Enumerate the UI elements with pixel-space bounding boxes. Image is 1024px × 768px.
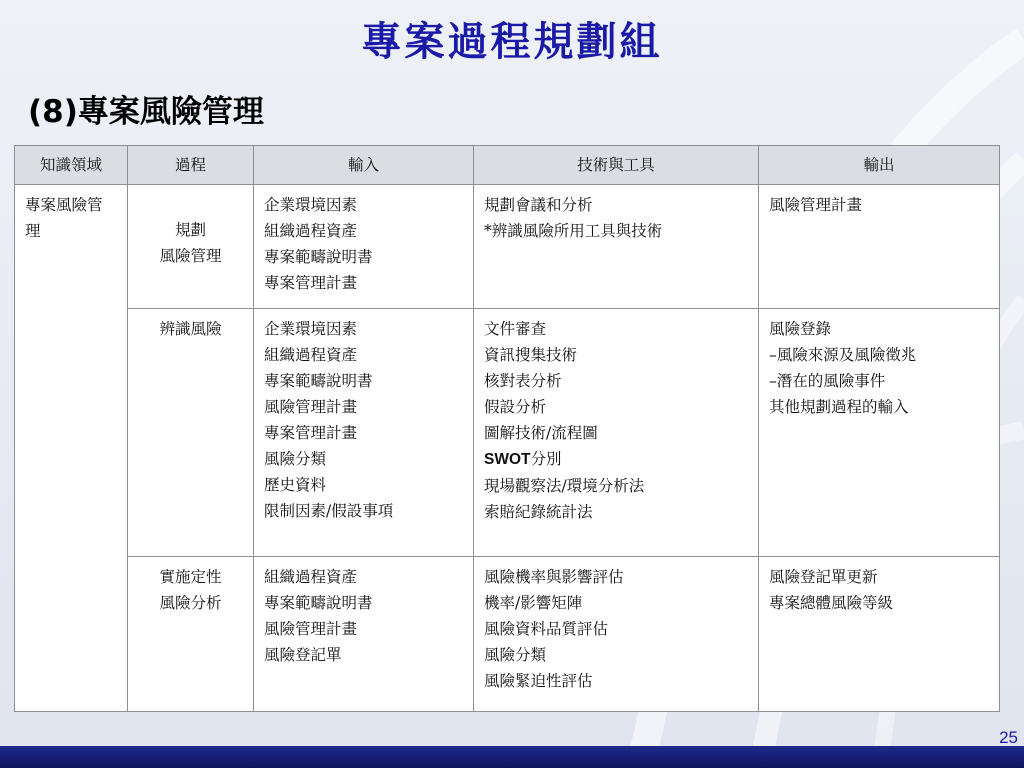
process-line: 實施定性 [159, 568, 222, 586]
process-table [14, 145, 1000, 712]
input-item: 組織過程資產 [264, 346, 358, 364]
input-item: 組織過程資產 [264, 568, 358, 586]
tool-item: 機率/影響矩陣 [484, 594, 583, 612]
input-item: 風險分類 [264, 450, 327, 468]
inputs-cell [254, 557, 474, 712]
slide-title: 專案過程規劃組 [361, 19, 663, 65]
process-cell [128, 185, 254, 309]
tool-item: 風險分類 [484, 646, 547, 664]
input-item: 專案管理計畫 [264, 274, 358, 292]
header-tools: 技術與工具 [474, 146, 759, 185]
input-item: 專案管理計畫 [264, 424, 358, 442]
input-item: 風險登記單 [264, 646, 342, 664]
tool-item: 資訊搜集技術 [484, 346, 578, 364]
tools-cell [474, 185, 759, 309]
process-cell [128, 309, 254, 557]
slide-subtitle: (8)專案風險管理 [28, 94, 264, 130]
process-line: 辨識風險 [159, 320, 222, 338]
process-line: 風險分析 [159, 594, 222, 612]
latin-text: SWOT [484, 451, 531, 468]
process-line: 風險管理 [159, 247, 222, 265]
tool-item: 假設分析 [484, 398, 547, 416]
tool-item: 風險資料品質評估 [484, 620, 609, 638]
output-item: –風險來源及風險徵兆 [769, 346, 917, 364]
tools-cell [474, 309, 759, 557]
outputs-cell [759, 185, 1000, 309]
output-item: 風險登錄 [769, 320, 832, 338]
tool-item: 風險機率與影響評估 [484, 568, 624, 586]
tool-item: 索賠紀錄統計法 [484, 503, 593, 521]
table-row [15, 185, 1000, 309]
outputs-cell [759, 309, 1000, 557]
header-outputs: 輸出 [759, 146, 1000, 185]
output-item: –潛在的風險事件 [769, 372, 886, 390]
table-row [15, 309, 1000, 557]
input-item: 專案範疇說明書 [264, 248, 373, 266]
input-item: 企業環境因素 [264, 320, 358, 338]
process-cell [128, 557, 254, 712]
table-header-row [15, 146, 1000, 185]
tool-item: *辨識風險所用工具與技術 [484, 222, 663, 240]
output-item: 風險管理計畫 [769, 196, 863, 214]
tool-item: 圖解技術/流程圖 [484, 424, 598, 442]
knowledge-area-cell: 專案風險管理 [15, 185, 128, 712]
input-item: 風險管理計畫 [264, 620, 358, 638]
input-item: 企業環境因素 [264, 196, 358, 214]
table-row [15, 557, 1000, 712]
tool-item: 風險緊迫性評估 [484, 672, 593, 690]
header-process: 過程 [128, 146, 254, 185]
outputs-cell [759, 557, 1000, 712]
input-item: 風險管理計畫 [264, 398, 358, 416]
output-item: 風險登記單更新 [769, 568, 878, 586]
output-item: 專案總體風險等級 [769, 594, 894, 612]
tool-item: 核對表分析 [484, 372, 562, 390]
header-knowledge-area: 知識領域 [15, 146, 128, 185]
input-item: 限制因素/假設事項 [264, 502, 394, 520]
input-item: 專案範疇說明書 [264, 372, 373, 390]
inputs-cell [254, 185, 474, 309]
tool-item: 文件審查 [484, 320, 547, 338]
process-line: 規劃 [174, 221, 206, 239]
inputs-cell [254, 309, 474, 557]
tool-item: 現場觀察法/環境分析法 [484, 477, 645, 495]
footer-bar [0, 746, 1024, 768]
tool-item: SWOT分別 [484, 450, 562, 468]
input-item: 歷史資料 [264, 476, 327, 494]
tools-cell [474, 557, 759, 712]
input-item: 組織過程資產 [264, 222, 358, 240]
tool-item: 規劃會議和分析 [484, 196, 593, 214]
output-item: 其他規劃過程的輸入 [769, 398, 909, 416]
input-item: 專案範疇說明書 [264, 594, 373, 612]
page-number: 25 [999, 728, 1018, 747]
header-inputs: 輸入 [254, 146, 474, 185]
